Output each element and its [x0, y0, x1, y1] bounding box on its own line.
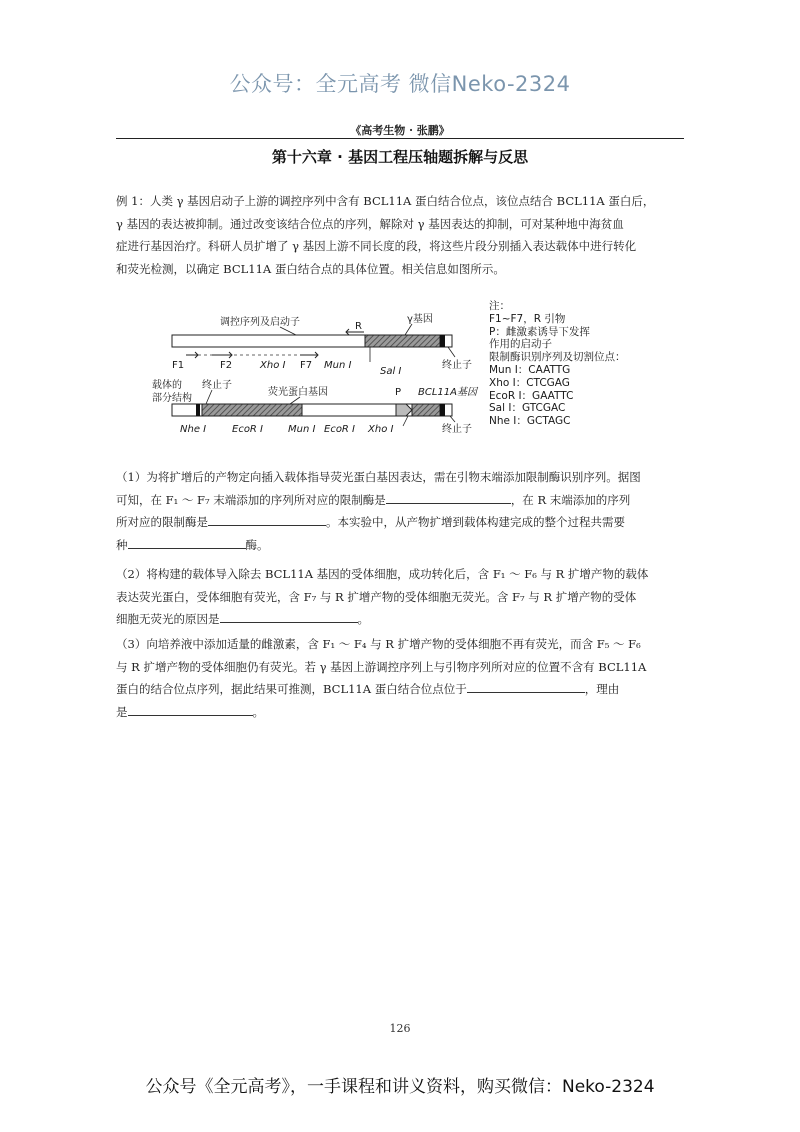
question-1	[116, 466, 682, 556]
fluorescent-gene-label: 荧光蛋白基因	[268, 387, 328, 398]
q1-text: 可知，在 F₁ ～ F₇ 末端添加的序列所对应的限制酶是	[116, 492, 386, 507]
diagram-notes	[489, 300, 689, 428]
xhoi-site-label: Xho I	[260, 360, 286, 371]
watermark-header: 公众号：全元高考 微信Neko-2324	[229, 72, 571, 96]
q1-answer-blank-2[interactable]	[208, 513, 326, 526]
note-line: Xho I：CTCGAG	[489, 376, 570, 389]
promoter-pointer	[403, 416, 408, 426]
q1-text: 酶。	[245, 537, 269, 552]
question-2	[116, 563, 682, 631]
note-line: 注：	[489, 300, 510, 312]
q1-line	[116, 534, 682, 557]
terminator-block	[440, 335, 445, 347]
muni-site-label: Mun I	[324, 360, 352, 371]
note-line: Sal I：GTCGAC	[489, 402, 566, 415]
gamma-gene-block	[365, 335, 440, 347]
q3-text: 是	[116, 704, 128, 719]
terminator-label: 终止子	[442, 360, 472, 371]
primer-f7-label: F7	[300, 360, 313, 371]
q1-text: 种	[116, 537, 128, 552]
bcl11a-terminator-block	[440, 404, 445, 416]
bcl11a-gene-block	[412, 404, 440, 416]
q1-line	[116, 511, 682, 534]
terminator-pointer	[448, 347, 455, 357]
watermark-footer: 公众号《全元高考》，一手课程和讲义资料，购买微信：Neko-2324	[145, 1077, 655, 1097]
bcl11a-gene-label: BCL11A基因	[418, 387, 477, 398]
vector-terminator-label: 终止子	[202, 380, 232, 391]
page-number: 126	[389, 1022, 411, 1035]
q1-line	[116, 489, 682, 512]
vector-label: 载体的	[152, 380, 182, 391]
q2-line: （2）将构建的载体导入除去 BCL11A 基因的受体细胞，成功转化后，含 F₁ ～ F₆ 与 R 扩增产物的载体	[116, 567, 649, 581]
note-line: Nhe I：GCTAGC	[489, 415, 571, 428]
vector-terminator-block	[196, 404, 200, 416]
gamma-gene-label: γ基因	[407, 314, 433, 325]
q2-line	[116, 608, 682, 631]
sali-site-label: Sal I	[380, 366, 402, 377]
q2-answer-blank[interactable]	[220, 610, 358, 623]
vector-end-terminator-label: 终止子	[442, 424, 472, 435]
regulatory-label: 调控序列及启动子	[220, 317, 300, 328]
q1-answer-blank-3[interactable]	[128, 536, 246, 549]
vector-end-terminator-pointer	[450, 416, 455, 422]
primer-f7-arrow	[300, 352, 318, 358]
note-line: F1~F7，R 引物	[489, 312, 566, 325]
xhoi-site-label: Xho I	[368, 424, 394, 435]
example-paragraph	[116, 190, 682, 280]
q3-text: 。	[252, 704, 264, 719]
muni-site-label: Mun I	[288, 424, 316, 435]
nhei-site-label: Nhe I	[180, 424, 207, 435]
q3-line: 与 R 扩增产物的受体细胞仍有荧光。若 γ 基因上游调控序列上与引物序列所对应的位置不含有 BCL11A	[116, 659, 647, 674]
note-line: EcoR I：GAATTC	[489, 389, 574, 402]
primer-r-label: R	[355, 321, 362, 332]
q1-text: 。本实验中，从产物扩增到载体构建完成的整个过程共需要	[326, 515, 625, 529]
ecori-site-label: EcoR I	[232, 424, 264, 435]
note-line: Mun I：CAATTG	[489, 363, 571, 376]
vector-terminator-pointer	[206, 390, 212, 404]
q3-line	[116, 678, 682, 701]
primer-f2-label: F2	[220, 360, 233, 371]
question-3	[116, 633, 682, 723]
q3-text: 蛋白的结合位点序列，据此结果可推测，BCL11A 蛋白结合位点位于	[116, 682, 467, 696]
ecori-site-label: EcoR I	[324, 424, 356, 435]
q3-text: ，理由	[584, 682, 620, 696]
q1-text: 所对应的限制酶是	[116, 515, 208, 529]
primer-f2-arrow	[212, 352, 232, 358]
gamma-gene-pointer	[405, 324, 412, 335]
example-line: 例 1：人类 γ 基因启动子上游的调控序列中含有 BCL11A 蛋白结合位点，该位点结合 BCL11A 蛋白后，	[116, 194, 655, 208]
example-line: γ 基因的表达被抑制。通过改变该结合位点的序列，解除对 γ 基因表达的抑制，可对某种地中海贫血	[116, 216, 624, 231]
q3-answer-blank-2[interactable]	[128, 703, 253, 716]
q2-text: 细胞无荧光的原因是	[116, 612, 220, 626]
q3-line: （3）向培养液中添加适量的雌激素，含 F₁ ～ F₄ 与 R 扩增产物的受体细胞不再有荧光，而含 F₅ ～ F₆	[116, 637, 641, 651]
promoter-p-label: P	[395, 387, 402, 398]
gene-vector-diagram	[150, 298, 485, 448]
example-line: 和荧光检测，以确定 BCL11A 蛋白结合点的具体位置。相关信息如图所示。	[116, 261, 505, 276]
note-line: 限制酶识别序列及切割位点：	[489, 351, 626, 364]
example-line: 症进行基因治疗。科研人员扩增了 γ 基因上游不同长度的段，将这些片段分别插入表达载体中进行转化	[116, 239, 637, 253]
fluorescent-gene-pointer	[290, 397, 300, 404]
chapter-title: 第十六章 · 基因工程压轴题拆解与反思	[271, 148, 529, 166]
q1-line: （1）为将扩增后的产物定向插入载体指导荧光蛋白基因表达，需在引物末端添加限制酶识别序列。据图	[116, 470, 641, 484]
book-title: 《高考生物 · 张鹏》	[350, 124, 450, 137]
q2-line: 表达荧光蛋白，受体细胞有荧光，含 F₇ 与 R 扩增产物的受体细胞无荧光。含 F₇ 与 R 扩增产物的受体	[116, 589, 637, 604]
q3-answer-blank-1[interactable]	[467, 680, 585, 693]
header-divider	[116, 138, 684, 139]
note-line: 作用的启动子	[489, 338, 552, 351]
fluorescent-gene-block	[202, 404, 302, 416]
regulatory-pointer	[280, 327, 296, 335]
q3-line	[116, 701, 682, 724]
q1-answer-blank-1[interactable]	[386, 491, 511, 504]
vector-label: 部分结构	[152, 393, 192, 404]
note-line: P：雌激素诱导下发挥	[489, 325, 590, 338]
q2-text: 。	[357, 612, 369, 626]
primer-f1-arrow	[186, 352, 198, 358]
primer-f1-label: F1	[172, 360, 185, 371]
q1-text: ，在 R 末端添加的序列	[510, 492, 631, 507]
